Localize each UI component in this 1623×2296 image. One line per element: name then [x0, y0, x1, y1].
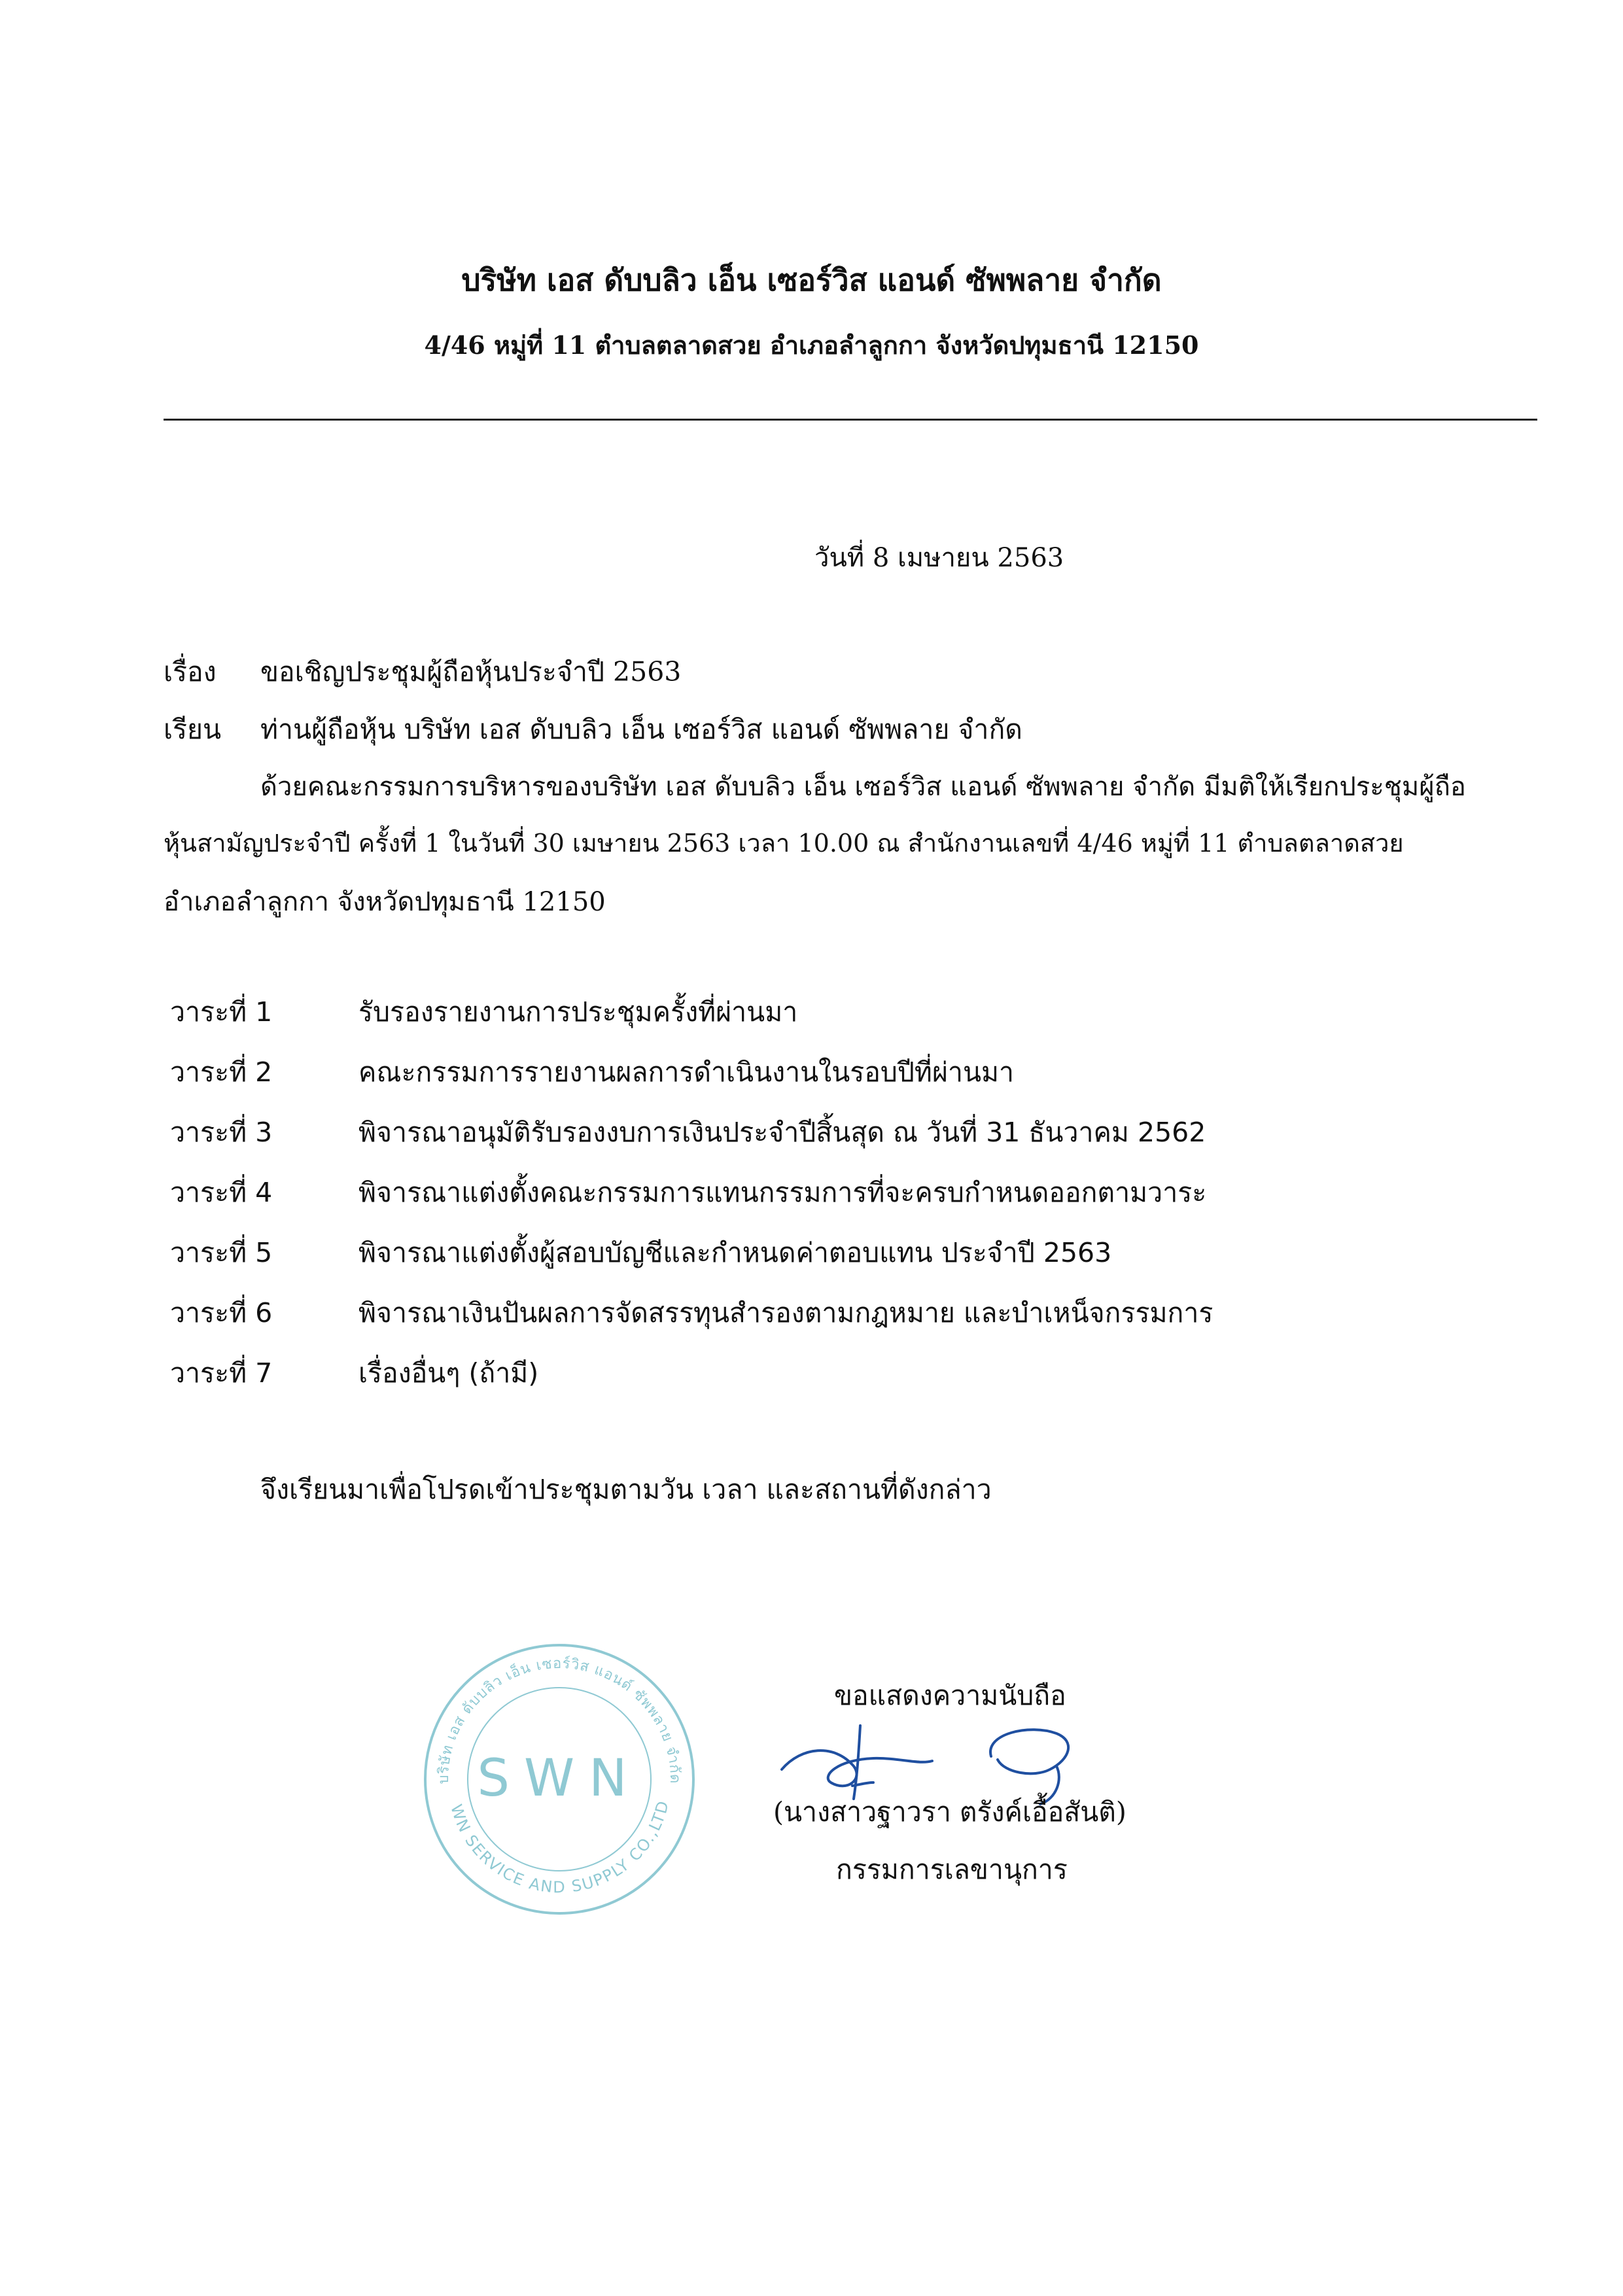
agenda-item: พิจารณาเงินปันผลการจัดสรรทุนสำรองตามกฎหมาย และบำเหน็จกรรมการ — [358, 1297, 1213, 1329]
seal-graphic — [419, 1639, 700, 1920]
to-text: ท่านผู้ถือหุ้น บริษัท เอส ดับบลิว เอ็น เซอร์วิส แอนด์ ซัพพลาย จำกัด — [260, 714, 1022, 745]
agenda-label: วาระที่ 1 — [170, 996, 273, 1028]
company-name: บริษัท เอส ดับบลิว เอ็น เซอร์วิส แอนด์ ซัพพลาย จำกัด — [461, 262, 1162, 298]
company-seal — [419, 1639, 700, 1920]
regards-text: ขอแสดงความนับถือ — [834, 1680, 1066, 1711]
subject-label: เรื่อง — [164, 656, 217, 687]
agenda-item: เรื่องอื่นๆ (ถ้ามี) — [358, 1357, 539, 1389]
closing-text: จึงเรียนมาเพื่อโปรดเข้าประชุมตามวัน เวลา และสถานที่ดังกล่าว — [260, 1474, 992, 1505]
header-divider — [164, 419, 1537, 421]
body-line: หุ้นสามัญประจำปี ครั้งที่ 1 ในวันที่ 30 เมษายน 2563 เวลา 10.00 ณ สำนักงานเลขที่ 4/46 หมู่ที่ 11 ตำบลตลาดสวย — [164, 829, 1404, 858]
agenda-label: วาระที่ 5 — [170, 1237, 273, 1268]
signatory-name: (นางสาวฐาวรา ตรังค์เอื้อสันติ) — [773, 1796, 1126, 1828]
svg-text:บริษัท เอส ดับบลิว เอ็น เซอร์ว: บริษัท เอส ดับบลิว เอ็น เซอร์วิส แอนด์ ซัพพลาย จำกัด — [435, 1655, 684, 1784]
letter-date: วันที่ 8 เมษายน 2563 — [814, 543, 1064, 573]
agenda-label: วาระที่ 6 — [170, 1297, 273, 1329]
svg-text:SWN: SWN — [477, 1749, 642, 1808]
subject-text: ขอเชิญประชุมผู้ถือหุ้นประจำปี 2563 — [260, 656, 682, 687]
agenda-item: คณะกรรมการรายงานผลการดำเนินงานในรอบปีที่ผ่านมา — [358, 1056, 1015, 1088]
agenda-item: พิจารณาแต่งตั้งคณะกรรมการแทนกรรมการที่จะครบกำหนดออกตามวาระ — [358, 1177, 1207, 1208]
svg-text:SWN SERVICE AND SUPPLY CO.,LTD: WN SERVICE AND SUPPLY CO.,LTD — [447, 1798, 673, 1897]
agenda-label: วาระที่ 3 — [170, 1117, 273, 1148]
to-label: เรียน — [164, 714, 222, 745]
body-line: อำเภอลำลูกกา จังหวัดปทุมธานี 12150 — [164, 887, 606, 917]
agenda-label: วาระที่ 4 — [170, 1177, 273, 1208]
agenda-item: รับรองรายงานการประชุมครั้งที่ผ่านมา — [358, 996, 798, 1028]
agenda-item: พิจารณาอนุมัติรับรองงบการเงินประจำปีสิ้นสุด ณ วันที่ 31 ธันวาคม 2562 — [358, 1117, 1206, 1148]
signatory-position: กรรมการเลขานุการ — [836, 1854, 1068, 1885]
body-line: ด้วยคณะกรรมการบริหารของบริษัท เอส ดับบลิว เอ็น เซอร์วิส แอนด์ ซัพพลาย จำกัด มีมติให้เรียกประชุมผู้ถือ — [260, 772, 1466, 802]
company-address: 4/46 หมู่ที่ 11 ตำบลตลาดสวย อำเภอลำลูกกา จังหวัดปทุมธานี 12150 — [424, 330, 1199, 360]
agenda-label: วาระที่ 2 — [170, 1056, 273, 1088]
agenda-label: วาระที่ 7 — [170, 1357, 273, 1389]
agenda-item: พิจารณาแต่งตั้งผู้สอบบัญชีและกำหนดค่าตอบแทน ประจำปี 2563 — [358, 1237, 1112, 1268]
